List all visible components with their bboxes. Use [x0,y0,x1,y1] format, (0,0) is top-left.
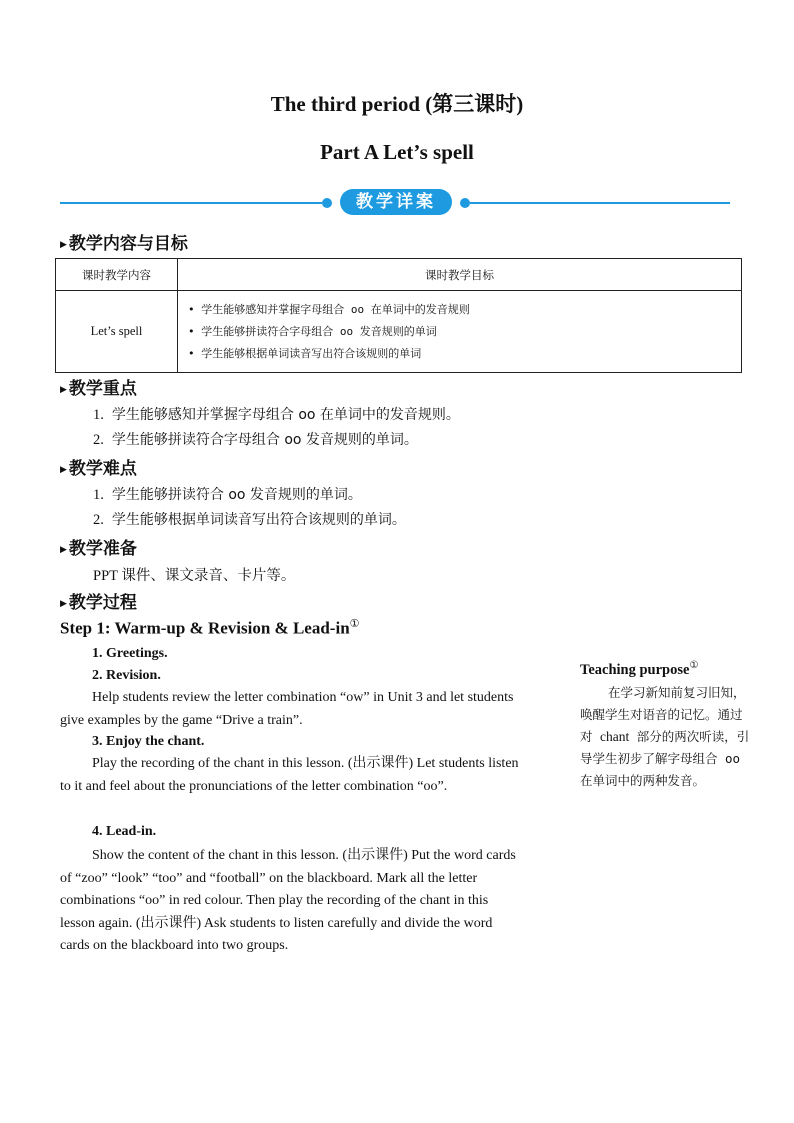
section-banner [60,188,730,218]
step-item-heading: 3. Enjoy the chant. [92,734,205,749]
banner-dot-left [322,198,332,208]
step-item-body: Help students review the letter combination “ow” in Unit 3 and let students give examples by the game “Drive a train”. [60,690,514,728]
step-item-heading: 2. Revision. [92,668,161,683]
goals-table [55,258,742,373]
step-item-heading: 4. Lead-in. [92,824,157,839]
section-heading-key-points: ▶ 教学重点 [60,379,137,399]
goal-item: • 学生能够根据单词读音写出符合该规则的单词 [188,347,422,360]
key-point-item: 2. 学生能够拼读符合字母组合 oo 发音规则的单词。 [93,432,418,448]
triangle-bullet-icon: ▶ [60,545,67,555]
preparation-text: PPT 课件、课文录音、卡片等。 [93,568,296,584]
section-heading-content-goals: ▶ 教学内容与目标 [60,234,188,254]
table-row [56,291,742,373]
triangle-bullet-icon: ▶ [60,385,67,395]
sidebar-text: 在学习新知前复习旧知，唤醒学生对语音的记忆。通过对 chant 部分的两次听读，引导学生初步了解字母组合 oo 在单词中的两种发音。 [580,685,750,788]
step-item-body: Play the recording of the chant in this lesson. (出示课件) Let students listen to it and feel about the pronunciations of the letter combination “oo”. [60,756,519,794]
section-heading-difficulties: ▶ 教学难点 [60,459,137,479]
table-header-goals: 课时教学目标 [178,259,742,291]
triangle-bullet-icon: ▶ [60,465,67,475]
step-title: Step 1: Warm-up & Revision & Lead-in① [60,618,360,638]
footnote-mark: ① [689,660,699,671]
table-cell-goals [178,291,742,373]
triangle-bullet-icon: ▶ [60,599,67,609]
step-item-body: Show the content of the chant in this lesson. (出示课件) Put the word cards of “zoo” “look” “too” and “football” on the blackboard. Mark all the letter combinations “oo” in red colour. Then play the recording of the chant in this lesson again. (出示课件) Ask students to listen carefully and divide the word cards on the blackboard into two groups. [60,848,516,953]
page-title: The third period (第三课时) [270,92,524,116]
table-header-content: 课时教学内容 [56,259,178,291]
goal-item: • 学生能够拼读符合字母组合 oo 发音规则的单词 [188,325,437,338]
section-heading-process: ▶ 教学过程 [60,593,137,613]
step-item-heading: 1. Greetings. [92,646,168,661]
section-heading-preparation: ▶ 教学准备 [60,539,137,559]
difficulty-item: 2. 学生能够根据单词读音写出符合该规则的单词。 [93,512,406,528]
banner-dot-right [460,198,470,208]
banner-label: 教学详案 [340,189,452,215]
sidebar-heading: Teaching purpose① [580,660,699,678]
footnote-mark: ① [349,618,360,630]
key-point-item: 1. 学生能够感知并掌握字母组合 oo 在单词中的发音规则。 [93,407,460,423]
table-cell-content: Let’s spell [56,291,178,373]
page-subtitle: Part A Let’s spell [320,140,474,164]
banner-line-right [470,202,730,204]
difficulty-item: 1. 学生能够拼读符合 oo 发音规则的单词。 [93,487,362,503]
table-header-row [56,259,742,291]
triangle-bullet-icon: ▶ [60,240,67,250]
banner-line-left [60,202,322,204]
goal-item: • 学生能够感知并掌握字母组合 oo 在单词中的发音规则 [188,303,470,316]
